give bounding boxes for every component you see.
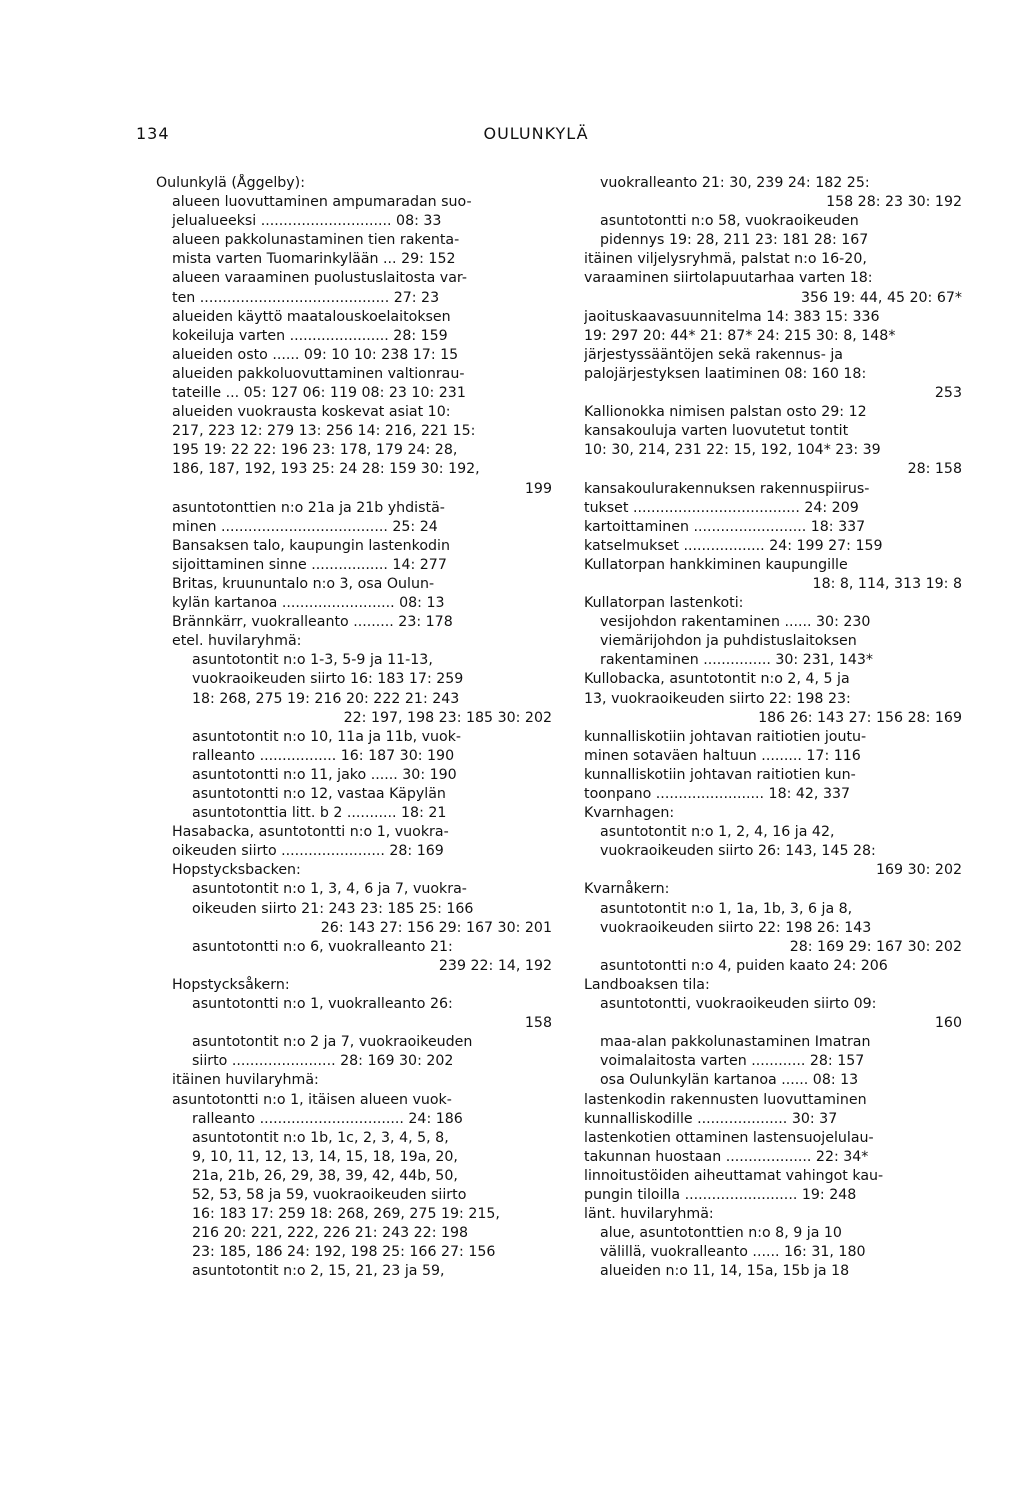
- index-line: 253: [934, 385, 962, 402]
- index-line: mista varten Tuomarinkylään ... 29: 152: [172, 251, 456, 268]
- index-line: asuntotontti, vuokraoikeuden siirto 09:: [600, 996, 877, 1013]
- index-line: kunnalliskotiin johtavan raitiotien kun-: [584, 766, 856, 783]
- index-line: alueiden pakkoluovuttaminen valtionrau-: [172, 365, 465, 382]
- index-line: asuntotonttien n:o 21a ja 21b yhdistä-: [172, 499, 445, 516]
- index-line: Bansaksen talo, kaupungin lastenkodin: [172, 537, 450, 554]
- index-line: vuokralleanto 21: 30, 239 24: 182 25:: [600, 175, 870, 191]
- index-line: alueiden käyttö maatalouskoelaitoksen: [172, 308, 451, 325]
- index-line: järjestyssääntöjen sekä rakennus- ja: [584, 346, 843, 363]
- index-line: Brännkärr, vuokralleanto ......... 23: 178: [172, 614, 453, 631]
- index-line: 199: [524, 480, 552, 497]
- index-line: oikeuden siirto 21: 243 23: 185 25: 166: [192, 900, 474, 917]
- index-line: 26: 143 27: 156 29: 167 30: 201: [320, 919, 552, 936]
- index-line: Kullobacka, asuntotontit n:o 2, 4, 5 ja: [584, 671, 850, 688]
- index-line: 21a, 21b, 26, 29, 38, 39, 42, 44b, 50,: [192, 1167, 458, 1184]
- index-line: kunnalliskotiin johtavan raitiotien joutu-: [584, 728, 867, 745]
- index-line: kunnalliskodille .................... 30: 37: [584, 1110, 838, 1127]
- index-line: 239 22: 14, 192: [438, 957, 552, 974]
- index-line: 28: 169 29: 167 30: 202: [789, 938, 962, 955]
- index-line: kansakouluja varten luovutetut tontit: [584, 423, 849, 440]
- index-line: alueiden vuokrausta koskevat asiat 10:: [172, 404, 451, 421]
- index-line: 9, 10, 11, 12, 13, 14, 15, 18, 19a, 20,: [192, 1148, 458, 1165]
- index-line: rakentaminen ............... 30: 231, 143*: [600, 652, 873, 669]
- index-line: asuntotontti n:o 4, puiden kaato 24: 206: [600, 957, 888, 974]
- index-line: asuntotonttia litt. b 2 ........... 18: 21: [192, 805, 447, 822]
- index-line: palojärjestyksen laatiminen 08: 160 18:: [584, 365, 867, 382]
- index-line: ralleanto ................................ 24: 186: [192, 1110, 463, 1127]
- index-line: 217, 223 12: 279 13: 256 14: 216, 221 15:: [172, 423, 476, 440]
- index-line: alueiden n:o 11, 14, 15a, 15b ja 18: [600, 1263, 850, 1280]
- index-line: Oulunkylä (Åggelby):: [156, 175, 305, 191]
- index-line: Landboaksen tila:: [584, 976, 710, 993]
- index-line: 169 30: 202: [875, 862, 962, 879]
- index-line: voimalaitosta varten ............ 28: 157: [600, 1053, 865, 1070]
- index-line: Kvarnhagen:: [584, 805, 675, 822]
- index-line: 18: 8, 114, 313 19: 8: [812, 575, 962, 592]
- index-line: asuntotontit n:o 10, 11a ja 11b, vuok-: [192, 728, 462, 745]
- index-line: länt. huvilaryhmä:: [584, 1206, 714, 1223]
- index-line: itäinen huvilaryhmä:: [172, 1072, 319, 1089]
- index-line: asuntotontit n:o 2 ja 7, vuokraoikeuden: [192, 1034, 473, 1051]
- index-line: asuntotontti n:o 1, vuokralleanto 26:: [192, 996, 453, 1013]
- page-header: [136, 124, 936, 148]
- index-line: asuntotontti n:o 6, vuokralleanto 21:: [192, 938, 453, 955]
- index-line: ralleanto ................. 16: 187 30: 190: [192, 747, 455, 764]
- index-line: alueiden osto ...... 09: 10 10: 238 17: 15: [172, 346, 459, 363]
- index-line: minen sotaväen haltuun ......... 17: 116: [584, 747, 861, 764]
- index-line: Kullatorpan lastenkoti:: [584, 595, 744, 612]
- index-line: kokeiluja varten ...................... 28: 159: [172, 327, 448, 344]
- index-line: alueen luovuttaminen ampumaradan suo-: [172, 194, 472, 211]
- index-line: toonpano ........................ 18: 42, 337: [584, 786, 851, 802]
- index-line: vesijohdon rakentaminen ...... 30: 230: [600, 614, 871, 631]
- index-line: 23: 185, 186 24: 192, 198 25: 166 27: 156: [192, 1244, 496, 1261]
- index-line: pungin tiloilla ......................... 19: 248: [584, 1186, 857, 1203]
- index-line: jelualueeksi ............................. 08: 33: [172, 213, 442, 230]
- index-line: pidennys 19: 28, 211 23: 181 28: 167: [600, 232, 869, 249]
- index-line: vuokraoikeuden siirto 16: 183 17: 259: [192, 671, 464, 688]
- index-line: katselmukset .................. 24: 199 27: 159: [584, 537, 883, 554]
- index-line: varaaminen siirtolapuutarhaa varten 18:: [584, 270, 873, 287]
- index-line: Hopstycksåkern:: [172, 976, 290, 993]
- index-line: alueen pakkolunastaminen tien rakenta-: [172, 232, 460, 249]
- index-line: asuntotontit n:o 1b, 1c, 2, 3, 4, 5, 8,: [192, 1129, 449, 1146]
- index-line: 186 26: 143 27: 156 28: 169: [758, 709, 962, 726]
- index-line: 19: 297 20: 44* 21: 87* 24: 215 30: 8, 148*: [584, 327, 896, 344]
- index-line: 158 28: 23 30: 192: [826, 194, 962, 211]
- index-line: maa-alan pakkolunastaminen Imatran: [600, 1034, 871, 1051]
- index-line: oikeuden siirto ....................... 28: 169: [172, 843, 444, 860]
- index-line: Britas, kruununtalo n:o 3, osa Oulun-: [172, 575, 435, 592]
- index-line: Kullatorpan hankkiminen kaupungille: [584, 556, 848, 573]
- index-line: minen ..................................... 25: 24: [172, 518, 438, 535]
- page-number: 134: [136, 124, 170, 143]
- index-line: lastenkodin rakennusten luovuttaminen: [584, 1091, 867, 1108]
- index-line: siirto ....................... 28: 169 30: 202: [192, 1053, 454, 1070]
- index-line: 356 19: 44, 45 20: 67*: [800, 289, 962, 306]
- index-line: Hopstycksbacken:: [172, 862, 301, 879]
- index-line: asuntotontit n:o 1, 3, 4, 6 ja 7, vuokra-: [192, 881, 467, 898]
- index-line: Hasabacka, asuntotontti n:o 1, vuokra-: [172, 824, 449, 841]
- index-line: asuntotontit n:o 1, 1a, 1b, 3, 6 ja 8,: [600, 900, 853, 917]
- index-line: tateille ... 05: 127 06: 119 08: 23 10: 231: [172, 385, 466, 402]
- index-line: ten .......................................... 27: 23: [172, 289, 440, 306]
- index-line: 186, 187, 192, 193 25: 24 28: 159 30: 192,: [172, 461, 480, 478]
- index-line: takunnan huostaan ................... 22: 34*: [584, 1148, 869, 1165]
- index-line: vuokraoikeuden siirto 26: 143, 145 28:: [600, 843, 876, 860]
- index-line: etel. huvilaryhmä:: [172, 633, 302, 650]
- index-line: linnoitustöiden aiheuttamat vahingot kau-: [584, 1167, 884, 1184]
- index-line: 216 20: 221, 222, 226 21: 243 22: 198: [192, 1225, 469, 1242]
- index-line: 16: 183 17: 259 18: 268, 269, 275 19: 215,: [192, 1206, 500, 1223]
- index-line: Kallionokka nimisen palstan osto 29: 12: [584, 404, 867, 421]
- index-line: asuntotontti n:o 58, vuokraoikeuden: [600, 213, 859, 230]
- index-line: lastenkotien ottaminen lastensuojelulau-: [584, 1129, 874, 1146]
- index-line: tukset ..................................... 24: 209: [584, 499, 859, 516]
- index-line: 195 19: 22 22: 196 23: 178, 179 24: 28,: [172, 442, 458, 459]
- index-line: kylän kartanoa ......................... 08: 13: [172, 595, 445, 612]
- index-line: jaoituskaavasuunnitelma 14: 383 15: 336: [584, 308, 880, 325]
- index-line: 160: [934, 1015, 962, 1032]
- index-line: Kvarnåkern:: [584, 881, 670, 898]
- index-line: 158: [524, 1015, 552, 1032]
- index-line: asuntotontit n:o 2, 15, 21, 23 ja 59,: [192, 1263, 445, 1280]
- index-line: asuntotontti n:o 12, vastaa Käpylän: [192, 786, 446, 802]
- left-column: [156, 174, 552, 1281]
- page-title: OULUNKYLÄ: [483, 124, 589, 143]
- index-line: kartoittaminen ......................... 18: 337: [584, 518, 866, 535]
- index-line: asuntotontti n:o 11, jako ...... 30: 190: [192, 766, 457, 783]
- index-line: osa Oulunkylän kartanoa ...... 08: 13: [600, 1072, 859, 1089]
- index-line: 52, 53, 58 ja 59, vuokraoikeuden siirto: [192, 1186, 467, 1203]
- index-line: itäinen viljelysryhmä, palstat n:o 16-20,: [584, 251, 867, 268]
- index-line: alue, asuntotonttien n:o 8, 9 ja 10: [600, 1225, 842, 1242]
- index-line: asuntotontti n:o 1, itäisen alueen vuok-: [172, 1091, 452, 1108]
- right-column: [584, 174, 962, 1281]
- index-line: 28: 158: [907, 461, 962, 478]
- index-line: sijoittaminen sinne ................. 14: 277: [172, 556, 447, 573]
- index-line: viemärijohdon ja puhdistuslaitoksen: [600, 633, 857, 650]
- index-line: 18: 268, 275 19: 216 20: 222 21: 243: [192, 690, 460, 707]
- index-line: 13, vuokraoikeuden siirto 22: 198 23:: [584, 690, 851, 707]
- index-line: kansakoulurakennuksen rakennuspiirus-: [584, 480, 870, 497]
- index-line: asuntotontit n:o 1-3, 5-9 ja 11-13,: [192, 652, 433, 669]
- index-line: vuokraoikeuden siirto 22: 198 26: 143: [600, 919, 872, 936]
- index-line: 22: 197, 198 23: 185 30: 202: [343, 709, 552, 726]
- index-line: 10: 30, 214, 231 22: 15, 192, 104* 23: 39: [584, 442, 881, 459]
- index-line: välillä, vuokralleanto ...... 16: 31, 180: [600, 1244, 866, 1261]
- index-line: asuntotontit n:o 1, 2, 4, 16 ja 42,: [600, 824, 835, 841]
- index-line: alueen varaaminen puolustuslaitosta var-: [172, 270, 467, 287]
